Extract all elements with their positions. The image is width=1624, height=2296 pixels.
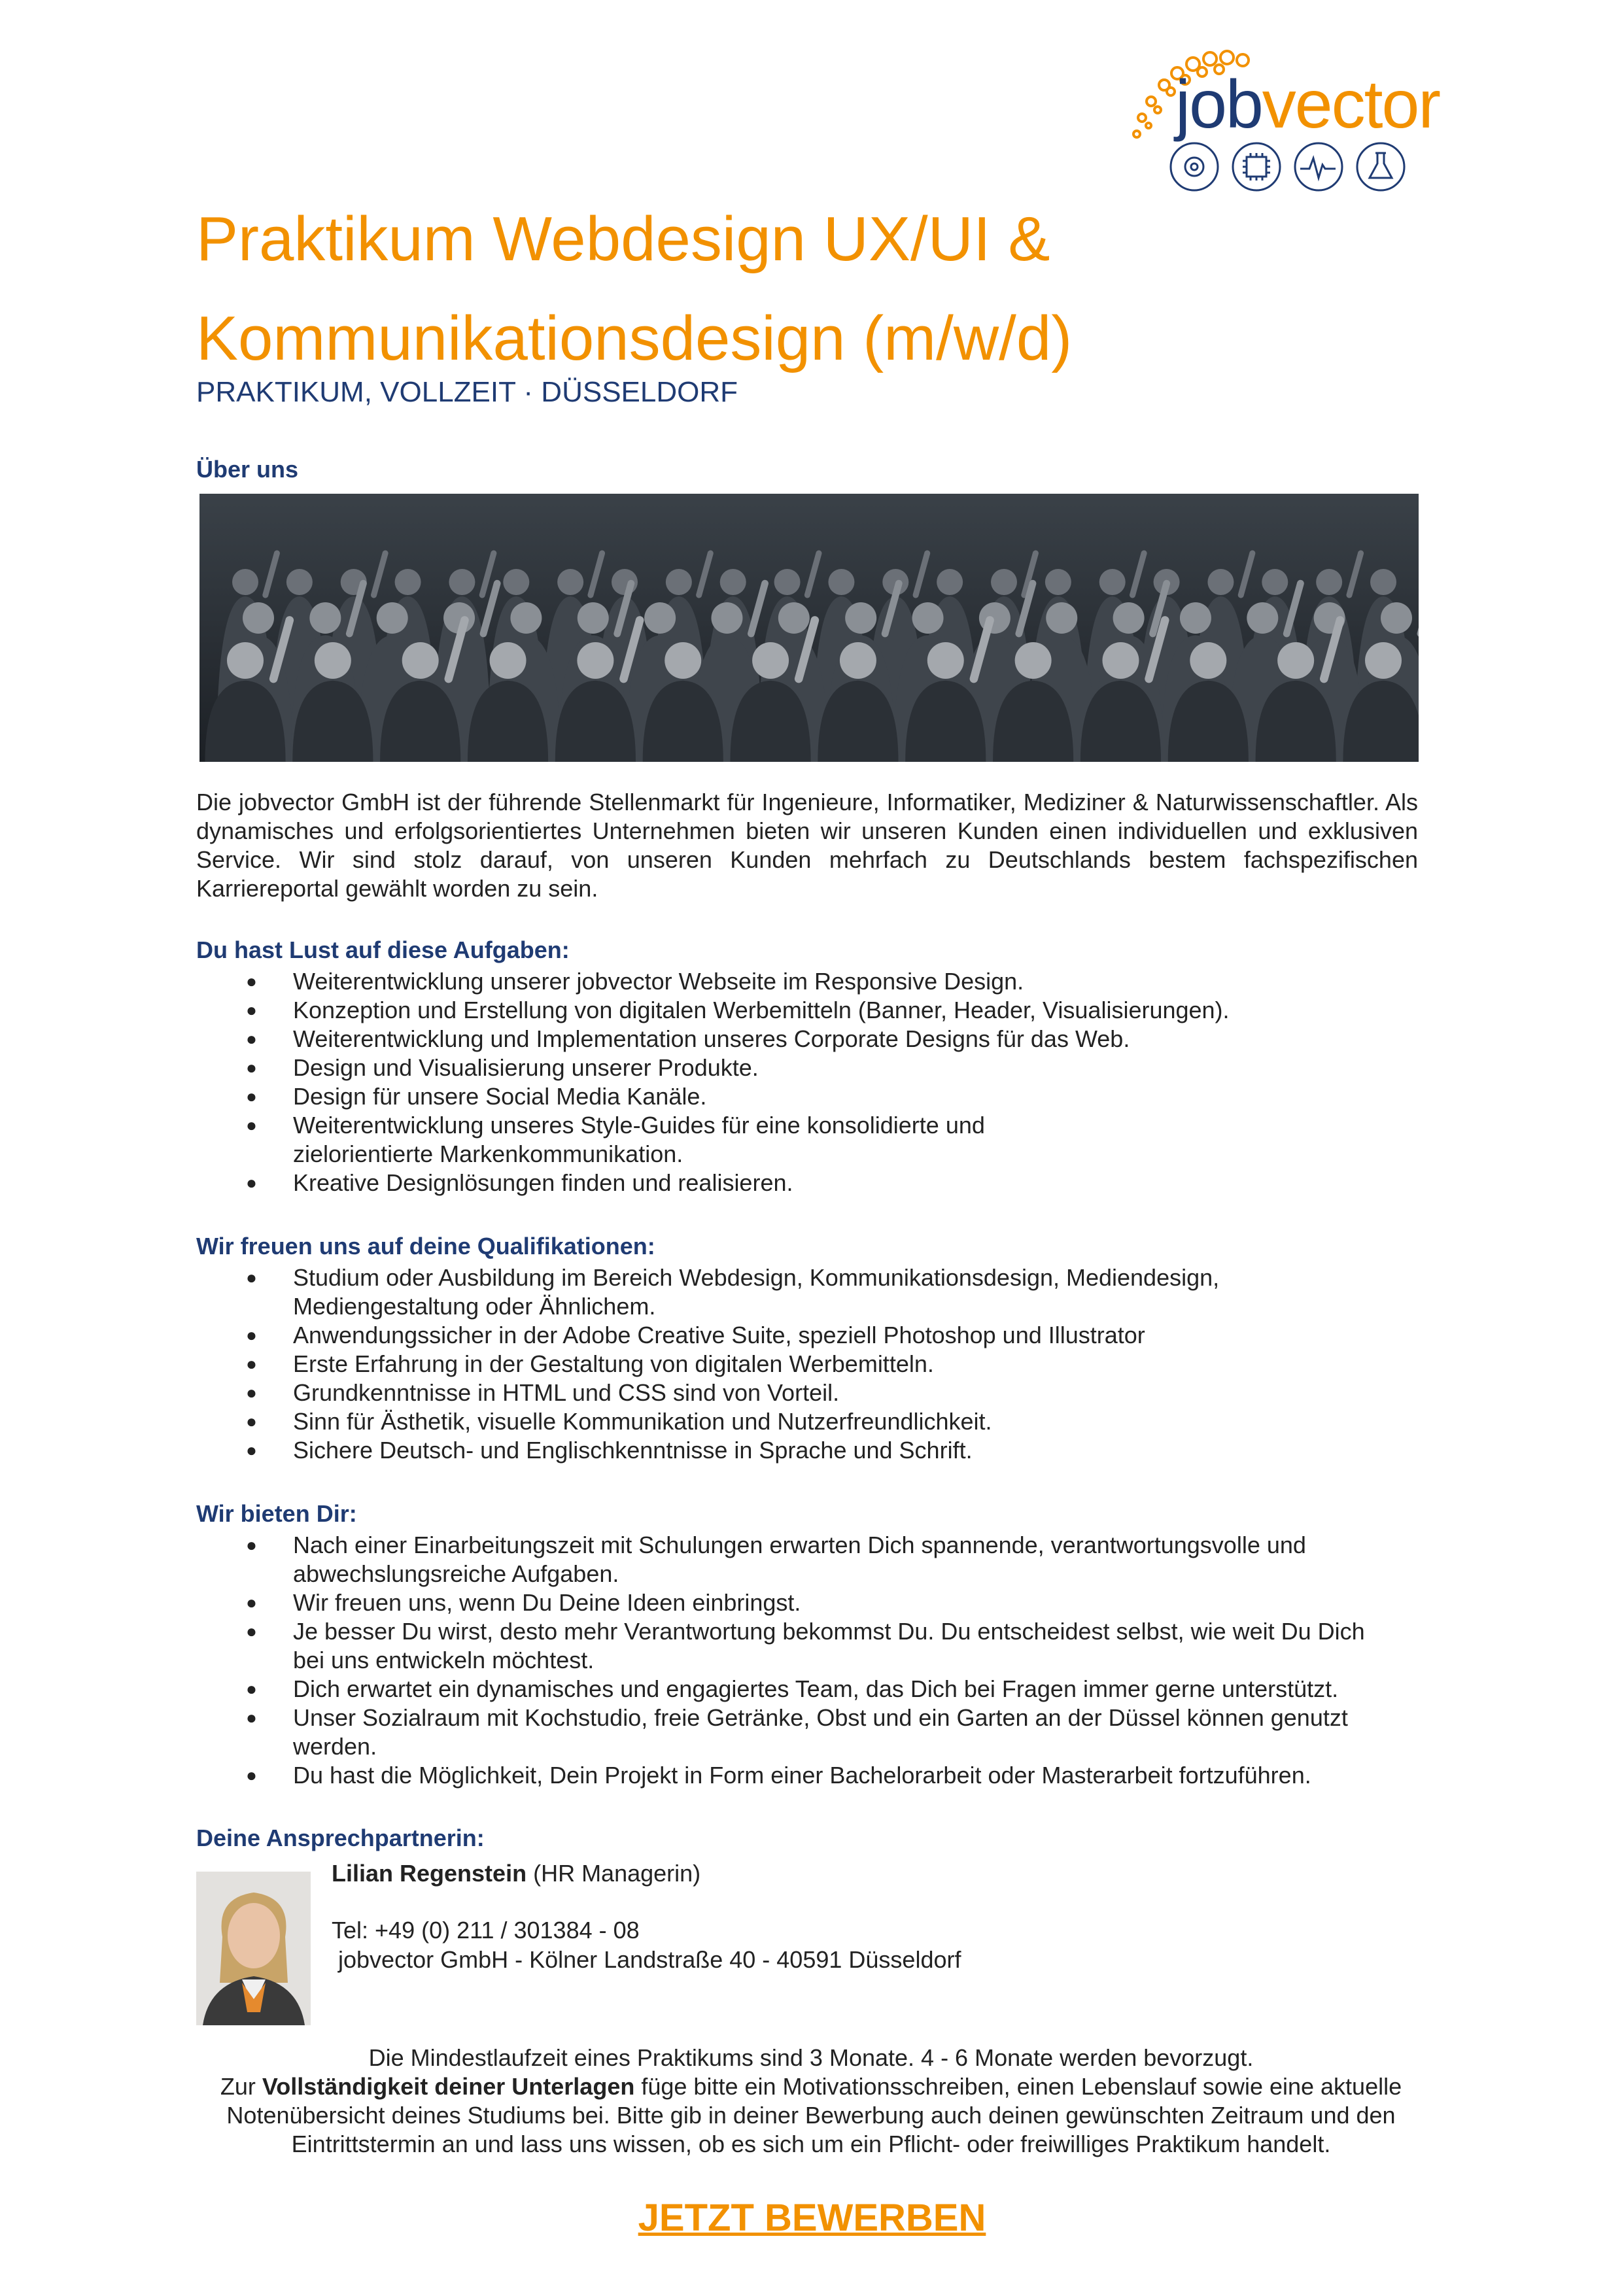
contact-name: Lilian Regenstein [332, 1860, 527, 1887]
contact-name-line [332, 1859, 700, 1888]
contact-heading: Deine Ansprechpartnerin: [196, 1825, 485, 1851]
list-item: ● Sinn für Ästhetik, visuelle Kommunikation und Nutzerfreundlichkeit. [196, 1407, 1439, 1436]
tasks-list [196, 967, 1439, 1197]
contact-portrait [196, 1872, 311, 2025]
list-item: ● Erste Erfahrung in der Gestaltung von digitalen Werbemitteln. [196, 1350, 1439, 1379]
list-item: ● Weiterentwicklung und Implementation unseres Corporate Designs für das Web. [196, 1025, 1439, 1054]
about-text: Die jobvector GmbH ist der führende Stellenmarkt für Ingenieure, Informatiker, Mediziner & Naturwissenschaftler. Als dynamisches und erfolgsorientiertes Unternehmen bieten wir unseren Kunden einen individuellen und exklusiven Service. Wir sind stolz darauf, von unseren Kunden mehrfach zu Deutschlands bestem fachspezifischen Karriereportal gewählt worden zu sein. [196, 789, 1418, 902]
footer-line-duration: Die Mindestlaufzeit eines Praktikums sind 3 Monate. 4 - 6 Monate werden bevorzugt. [368, 2044, 1254, 2071]
apply-button[interactable]: JETZT BEWERBEN [638, 2197, 986, 2239]
tasks-heading: Du hast Lust auf diese Aufgaben: [196, 936, 570, 963]
job-subtitle: PRAKTIKUM, VOLLZEIT · DÜSSELDORF [196, 376, 738, 408]
list-item: ● Studium oder Ausbildung im Bereich Webdesign, Kommunikationsdesign, Mediendesign, Mediengestaltung oder Ähnlichem. [196, 1263, 1439, 1321]
logo-word-vector: vector [1262, 67, 1440, 143]
footer-line-prefix: Zur [220, 2073, 256, 2100]
list-item: ● Weiterentwicklung unseres Style-Guides für eine konsolidierte und zielorientierte Markenkommunikation. [196, 1111, 1439, 1169]
heartbeat-icon [1295, 143, 1342, 190]
list-item: ● Konzeption und Erstellung von digitalen Werbemitteln (Banner, Header, Visualisierungen). [196, 996, 1439, 1025]
jobvector-logo [1112, 39, 1439, 203]
list-item: ● Je besser Du wirst, desto mehr Verantwortung bekommst Du. Du entscheidest selbst, wie weit Du Dich bei uns entwickeln möchtest. [196, 1617, 1439, 1675]
footer-bold-phrase: Vollständigkeit deiner Unterlagen [262, 2073, 635, 2100]
team-photo [199, 494, 1419, 762]
qualifications-heading: Wir freuen uns auf deine Qualifikationen: [196, 1233, 655, 1259]
list-item: ● Wir freuen uns, wenn Du Deine Ideen einbringst. [196, 1588, 1439, 1617]
contact-role: (HR Managerin) [533, 1860, 701, 1887]
list-item: ● Design und Visualisierung unserer Produkte. [196, 1054, 1439, 1082]
chip-icon [1233, 143, 1280, 190]
list-item: ● Du hast die Möglichkeit, Dein Projekt in Form einer Bachelorarbeit oder Masterarbeit fortzuführen. [196, 1761, 1439, 1790]
list-item: ● Anwendungssicher in der Adobe Creative Suite, speziell Photoshop und Illustrator [196, 1321, 1439, 1350]
gear-icon [1171, 143, 1218, 190]
page-title: Praktikum Webdesign UX/UI & Kommunikationsdesign (m/w/d) [196, 204, 1073, 373]
footer-notes [183, 2044, 1439, 2159]
list-item: ● Dich erwartet ein dynamisches und engagiertes Team, das Dich bei Fragen immer gerne unterstützt. [196, 1675, 1439, 1704]
logo-icon-row [1168, 137, 1430, 196]
contact-phone: Tel: +49 (0) 211 / 301384 - 08 [332, 1917, 640, 1944]
offer-list [196, 1531, 1439, 1790]
flask-icon [1357, 143, 1404, 190]
qualifications-list [196, 1263, 1439, 1465]
list-item: ● Sichere Deutsch- und Englischkenntnisse in Sprache und Schrift. [196, 1436, 1439, 1465]
contact-address: jobvector GmbH - Kölner Landstraße 40 - 40591 Düsseldorf [338, 1946, 961, 1973]
list-item: ● Weiterentwicklung unserer jobvector Webseite im Responsive Design. [196, 967, 1439, 996]
list-item: ● Design für unsere Social Media Kanäle. [196, 1082, 1439, 1111]
footer-line-rest: füge bitte ein Motivationsschreiben, einen Lebenslauf sowie eine aktuelle Notenübersicht deines Studiums bei. Bitte gib in deiner Bewerbung auch deinen gewünschten Zeitraum und den Eintrittstermin an und lass uns wissen, ob es sich um ein Pflicht- oder freiwilliges Praktikum handelt. [226, 2073, 1402, 2157]
about-heading: Über uns [196, 456, 299, 483]
list-item: ● Kreative Designlösungen finden und realisieren. [196, 1169, 1439, 1197]
logo-word-job: job [1175, 67, 1262, 143]
footer-line-documents [183, 2072, 1439, 2159]
logo-wordmark [1175, 67, 1440, 143]
list-item: ● Nach einer Einarbeitungszeit mit Schulungen erwarten Dich spannende, verantwortungsvolle und abwechslungsreiche Aufgaben. [196, 1531, 1439, 1588]
list-item: ● Grundkenntnisse in HTML und CSS sind von Vorteil. [196, 1379, 1439, 1407]
offer-heading: Wir bieten Dir: [196, 1500, 357, 1527]
list-item: ● Unser Sozialraum mit Kochstudio, freie Getränke, Obst und ein Garten an der Düssel können genutzt werden. [196, 1704, 1439, 1761]
